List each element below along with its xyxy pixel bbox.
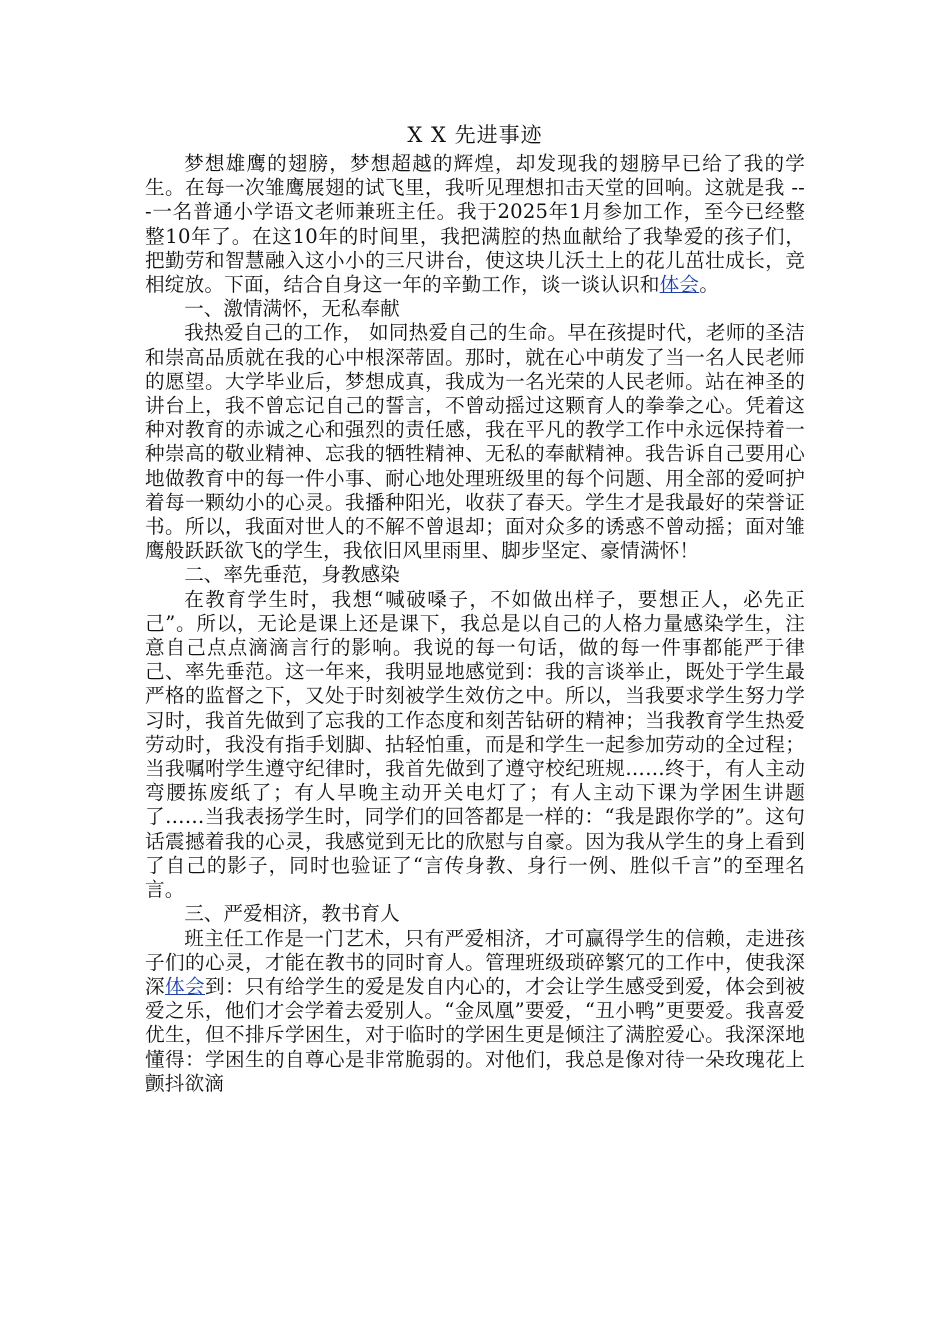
section2-paragraph: 在教育学生时，我想“喊破嗓子，不如做出样子，要想正人，必先正己”。所以，无论是课上还是课下，我总是以自己的人格力量感染学生，注意自己点点滴滴言行的影响。我说的每一句话，做的每一件事都能严于律己、率先垂范。这一年来，我明显地感觉到：我的言谈举止，既处于学生最严格的监督之下，又处于时刻被学生效仿之中。所以，当我要求学生努力学习时，我首先做到了忘我的工作态度和刻苦钻研的精神；当我教育学生热爱劳动时，我没有指手划脚、拈轻怕重，而是和学生一起参加劳动的全过程；当我嘱咐学生遵守纪律时，我首先做到了遵守校纪班规……终于，有人主动弯腰拣废纸了；有人早晚主动开关电灯了；有人主动下课为学困生讲题了……当我表扬学生时，同学们的回答都是一样的：“我是跟你学的”。这句话震撼着我的心灵，我感觉到无比的欣慰与自豪。因为我从学生的身上看到了自己的影子，同时也验证了“言传身教、身行一例、胜似千言”的至理名言。 xyxy=(145,587,805,902)
section3-text: 班主任工作是一门艺术，只有严爱相济，才可赢得学生的信赖，走进孩子们的心灵，才能在教书的同时育人。管理班级琐碎繁冗的工作中，使我深深 xyxy=(145,926,805,998)
intro-text-end: 。 xyxy=(699,273,720,297)
intro-link-tihui[interactable]: 体会 xyxy=(659,273,700,297)
document-title: X X 先进事迹 xyxy=(407,123,543,147)
section2-heading: 二、率先垂范，身教感染 xyxy=(184,563,400,587)
document-page xyxy=(145,118,805,1096)
section3-heading: 三、严爱相济，教书育人 xyxy=(184,902,400,926)
intro-paragraph xyxy=(145,152,805,297)
intro-text: 梦想雄鹰的翅膀，梦想超越的辉煌，却发现我的翅膀早已给了我的学生。在每一次雏鹰展翅的试飞里，我听见理想扣击天堂的回响。这就是我 ---一名普通小学语文老师兼班主任。我于2025年1月参加工作，至今已经整整10年了。在这10年的时间里，我把满腔的热血献给了我挚爱的孩子们，把勤劳和智慧融入这小小的三尺讲台，使这块儿沃土上的花儿茁壮成长，竞相绽放。下面，结合自身这一年的辛勤工作，谈一谈认识和 xyxy=(145,152,805,297)
section3-text-end: 到：只有给学生的爱是发自内心的，才会让学生感受到爱，体会到被爱之乐，他们才会学着去爱别人。“金凤凰”要爱，“丑小鸭”更要爱。我喜爱优生，但不排斥学困生，对于临时的学困生更是倾注了满腔爱心。我深深地懂得：学困生的自尊心是非常脆弱的。对他们，我总是像对待一朵玫瑰花上颤抖欲滴 xyxy=(145,974,806,1095)
section3-link-tihui[interactable]: 体会 xyxy=(165,974,206,998)
section1-heading: 一、激情满怀，无私奉献 xyxy=(184,297,400,321)
section1-paragraph: 我热爱自己的工作， 如同热爱自己的生命。早在孩提时代，老师的圣洁和崇高品质就在我的心中根深蒂固。那时，就在心中萌发了当一名人民老师的愿望。大学毕业后，梦想成真，我成为一名光荣的人民老师。站在神圣的讲台上，我不曾忘记自己的誓言，不曾动摇过这颗育人的拳拳之心。凭着这种对教育的赤诚之心和强烈的责任感，我在平凡的教学工作中永远保持着一种崇高的敬业精神、忘我的牺牲精神、无私的奉献精神。我告诉自己要用心地做教育中的每一件小事、耐心地处理班级里的每个问题、用全部的爱呵护着每一颗幼小的心灵。我播种阳光，收获了春天。学生才是我最好的荣誉证书。所以，我面对世人的不解不曾退却；面对众多的诱惑不曾动摇；面对雏鹰般跃跃欲飞的学生，我依旧风里雨里、脚步坚定、豪情满怀！ xyxy=(145,321,805,563)
section3-paragraph xyxy=(145,927,805,1096)
